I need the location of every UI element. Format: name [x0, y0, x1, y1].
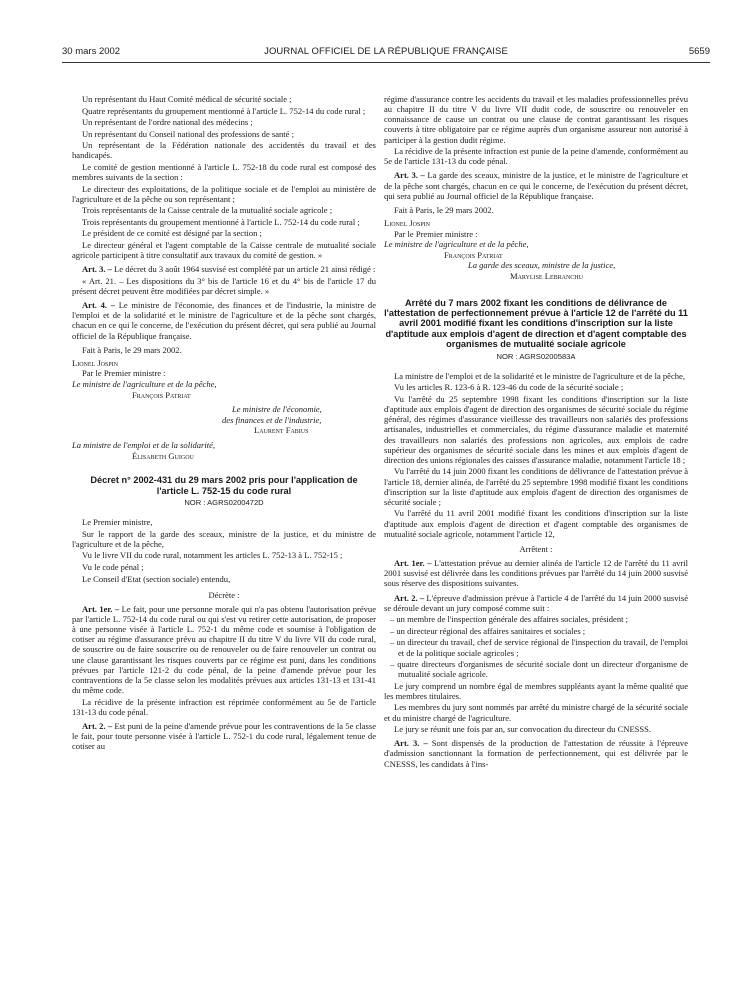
article-21-quote: « Art. 21. – Les dispositions du 3° bis de l'article 16 et du 4° bis de l'article 17 du présent décret peuvent être modifiées par décret simple. »: [72, 275, 376, 296]
paragraph: Le Conseil d'Etat (section sociale) entendu,: [82, 573, 231, 584]
paragraph: Le jury comprend un nombre égal de membres suppléants ayant la même qualité que les membres titulaires.: [384, 680, 688, 701]
paragraph: Un représentant du Haut Comité médical de sécurité sociale ;: [82, 94, 292, 104]
article-text: Est puni de la peine d'amende prévue pour les contraventions de la 5e classe le fait, pour toute personne visée à l'article L. 752-1 du code rural, légalement tenue de cotiser au: [72, 720, 376, 752]
paragraph: Le comité de gestion mentionné à l'article L. 752-18 du code rural est composé des membres suivants de la section :: [72, 161, 376, 183]
par-le-premier-ministre: Par le Premier ministre :: [82, 368, 166, 379]
paragraph: La ministre de l'emploi et de la solidarité et le ministre de l'agriculture et de la pêche,: [394, 370, 685, 381]
signature-guigou: Élisabeth Guigou: [132, 450, 194, 461]
minister-agriculture-title: Le ministre de l'agriculture et de la pêche,: [72, 379, 217, 390]
article-label: Art. 2. –: [394, 592, 425, 603]
garde-des-sceaux-title: La garde des sceaux, ministre de la justice,: [468, 260, 616, 271]
list-item: – un membre de l'inspection générale des affaires sociales, président ;: [390, 614, 628, 625]
article-text: L'épreuve d'admission prévue à l'article 4 de l'arrêté du 14 juin 2000 susvisé se déroule devant un jury composé comme suit :: [384, 592, 688, 613]
paragraph: Trois représentants du groupement mentionné à l'article L. 752-14 du code rural ;: [82, 216, 360, 227]
article-4: [72, 300, 376, 341]
arrete-title: Arrêté du 7 mars 2002 fixant les conditions de délivrance de l'attestation de perfectionnement prévue à l'article 12 de l'arrêté du 11 avril 2001 modifié fixant les conditions d'inscription sur la liste d'aptitude aux emplois d'agent de direction et d'agent comptable des organismes de mutualité sociale agricole: [384, 297, 688, 350]
minister-emploi-title: La ministre de l'emploi et de la solidarité,: [72, 440, 215, 451]
signature-patriat: François Patriat: [132, 389, 191, 400]
article-label: Art. 3. –: [394, 738, 428, 749]
signature-jospin: Lionel Jospin: [72, 357, 119, 368]
paragraph: Vu le code pénal ;: [82, 562, 144, 572]
article-3: [72, 264, 376, 274]
signature-lebranchu: Marylise Lebranchu: [510, 271, 583, 282]
article-text: Le fait, pour une personne morale qui n'a pas obtenu l'autorisation prévue par l'article L. 752-14 du code rural ou qui s'est vu retirer cette autorisation, de proposer à une personne visée à l'article L. 752-1 du même code et soumise à l'obligation de cotiser au régime d'assurance prévu au chapitre II du titre V du livre VII du code rural, de souscrire ou de faire souscrire ou de renouveler ou de faire renouveler un contrat ou une clause garantissant les risques couverts par ce régime est puni, dans les conditions prévues par l'article 121-2 du code pénal, de la peine d'amende prévue pour les contraventions de la 5e classe selon les modalités prévues aux articles 131-13 et 131-41 du même code.: [72, 603, 376, 696]
paragraph: Les membres du jury sont nommés par arrêté du ministre chargé de la sécurité sociale et du ministre chargé de l'agriculture.: [384, 702, 688, 723]
paragraph: Vu le livre VII du code rural, notamment les articles L. 752-13 à L. 752-15 ;: [82, 550, 343, 561]
article-text: Le ministre de l'économie, des finances et de l'industrie, la ministre de l'emploi et de la solidarité et le ministre de l'agriculture et de la pêche sont chargés, chacun en ce qui le concerne, de l'exécution du présent décret, qui sera publié au Journal officiel de la République française.: [72, 300, 376, 341]
header-rule: [62, 62, 710, 63]
paragraph: Le Premier ministre,: [82, 517, 153, 528]
article-text: Sont dispensés de la production de l'attestation de réussite à l'épreuve d'admission sanctionnant la formation de perfectionnement, qui est délivrée par le CNESSS, les candidats à l'ins-: [384, 738, 688, 769]
list-item: – un directeur du travail, chef de service régional de l'inspection du travail, de l'emploi et de la politique sociale agricoles ;: [390, 637, 688, 658]
decrete: Décrète :: [208, 589, 240, 600]
paragraph: Vu les articles R. 123-6 à R. 123-46 du code de la sécurité sociale ;: [394, 382, 624, 393]
decret-nor: NOR : AGRS0200472D: [184, 498, 264, 508]
paragraph: Le jury se réunit une fois par an, sur convocation du directeur du CNESSS.: [394, 724, 652, 735]
paragraph: Un représentant du Conseil national des professions de santé ;: [82, 128, 294, 139]
article-label: Art. 1er. –: [82, 603, 120, 614]
minister-agriculture-title: Le ministre de l'agriculture et de la pêche,: [384, 239, 529, 250]
paragraph: Le président de ce comité est désigné par la section ;: [82, 228, 262, 239]
paragraph: régime d'assurance contre les accidents du travail et les maladies professionnelles prévu au chapitre II du titre V du livre VII dudit code, de souscrire ou renouveler en connaissance de cause un contrat ou une clause de contrat garantissant les risques couverts à titre obligatoire par ce régime auprès d'un organisme assureur non autorisé à participer à la gestion dudit régime.: [384, 94, 688, 145]
paragraph: Vu l'arrêté du 11 avril 2001 modifié fixant les conditions d'inscription sur la liste d'aptitude aux emplois d'agent de direction et d'agent comptable des organismes de mutualité sociale agricole, notamment l'article 12,: [384, 508, 688, 539]
paragraph: Quatre représentants du groupement mentionné à l'article L. 752-14 du code rural ;: [82, 105, 366, 116]
article-label: Art. 4. –: [82, 300, 116, 311]
page-header: [62, 46, 710, 60]
article-label: Art. 3. –: [82, 264, 112, 275]
paragraph: Un représentant de l'ordre national des médecins ;: [82, 117, 253, 128]
article-1: [384, 558, 688, 588]
list-item: – un directeur régional des affaires sanitaires et sociales ;: [390, 625, 586, 636]
paragraph: La récidive de la présente infraction est punie de la peine d'amende, conformément au 5e de l'article 131-13 du code pénal.: [384, 146, 688, 167]
decret-title: Décret n° 2002-431 du 29 mars 2002 pris pour l'application de l'article L. 752-15 du code rural: [90, 475, 358, 496]
article-3: [384, 738, 688, 768]
paragraph: Vu l'arrêté du 14 juin 2000 fixant les conditions de délivrance de l'attestation prévue à l'article 18, dernier alinéa, de l'arrêté du 25 septembre 1998 modifié fixant les conditions d'inscription sur la liste d'aptitude aux emplois d'agent de direction des organismes de sécurité sociale ;: [384, 466, 688, 507]
paragraph: Vu l'arrêté du 25 septembre 1998 fixant les conditions d'inscription sur la liste d'aptitude aux emplois d'agent de direction des organismes de sécurité sociale du régime général, des régimes d'assurance vieillesse des travailleurs non salariés des professions artisanales, industrielles et commerciales, du régime d'assurance maladie et maternité des travailleurs non salariés des professions non agricoles, aux emplois de cadre supérieur des organismes de sécurité sociale dans les mines et aux emplois d'agent de direction des unions régionales des caisses d'assurance maladie, notamment l'article 18 ;: [384, 393, 688, 465]
arrete-nor: NOR : AGRS0200583A: [496, 351, 576, 361]
list-item: – quatre directeurs d'organismes de sécurité sociale dont un directeur d'organisme de mutualité sociale agricole.: [390, 659, 688, 680]
arretent: Arrêtent :: [519, 543, 553, 554]
journal-title: JOURNAL OFFICIEL DE LA RÉPUBLIQUE FRANÇAISE: [264, 46, 508, 57]
par-le-premier-ministre: Par le Premier ministre :: [394, 228, 478, 239]
fait-a-paris: Fait à Paris, le 29 mars 2002.: [394, 204, 494, 215]
paragraph: Un représentant de la Fédération nationale des accidentés du travail et des handicapés.: [72, 140, 376, 161]
fait-a-paris: Fait à Paris, le 29 mars 2002.: [82, 344, 182, 355]
article-text: La garde des sceaux, ministre de la justice, et le ministre de l'agriculture et de la pêche sont chargés, chacun en ce qui le concerne, de l'exécution du présent décret, qui sera publié au Journal officiel de la République française.: [384, 170, 689, 201]
paragraph: Le directeur des exploitations, de la politique sociale et de l'emploi au ministère de l'agriculture et de la pêche ou son représentant ;: [72, 183, 376, 204]
signature-fabius: Laurent Fabius: [254, 425, 309, 436]
right-column: [384, 94, 688, 770]
header-date: 30 mars 2002: [62, 46, 121, 57]
article-text: L'attestation prévue au dernier alinéa de l'article 12 de l'arrêté du 11 avril 2001 susvisé est délivrée dans les conditions prévues par l'arrêté du 14 juin 2000 susvisé sous réserve des dispositions suivantes.: [384, 558, 688, 589]
signature-patriat: François Patriat: [444, 249, 503, 260]
signature-jospin: Lionel Jospin: [384, 218, 431, 229]
article-label: Art. 2. –: [82, 720, 113, 731]
paragraph: La récidive de la présente infraction est réprimée conformément au 5e de l'article 131-13 du code pénal.: [72, 696, 376, 717]
paragraph: Le directeur général et l'agent comptable de la Caisse centrale de mutualité sociale agricole participent à titre consultatif aux travaux du comité de gestion. »: [72, 239, 376, 261]
paragraph: Trois représentants de la Caisse centrale de la mutualité sociale agricole ;: [82, 205, 333, 216]
article-label: Art. 1er. –: [394, 558, 432, 569]
page-number: 5659: [688, 46, 710, 57]
minister-economy-title-2: des finances et de l'industrie,: [222, 414, 322, 425]
article-3: [384, 170, 688, 200]
article-1: [72, 604, 376, 695]
article-text: Le décret du 3 août 1964 susvisé est complété par un article 21 ainsi rédigé :: [111, 264, 376, 275]
article-label: Art. 3. –: [394, 170, 425, 181]
paragraph: Sur le rapport de la garde des sceaux, ministre de la justice, et du ministre de l'agriculture et de la pêche,: [72, 528, 376, 549]
article-2: [384, 593, 688, 613]
left-column: [72, 94, 376, 753]
minister-economy-title: Le ministre de l'économie,: [232, 404, 322, 415]
article-2: [72, 721, 376, 751]
